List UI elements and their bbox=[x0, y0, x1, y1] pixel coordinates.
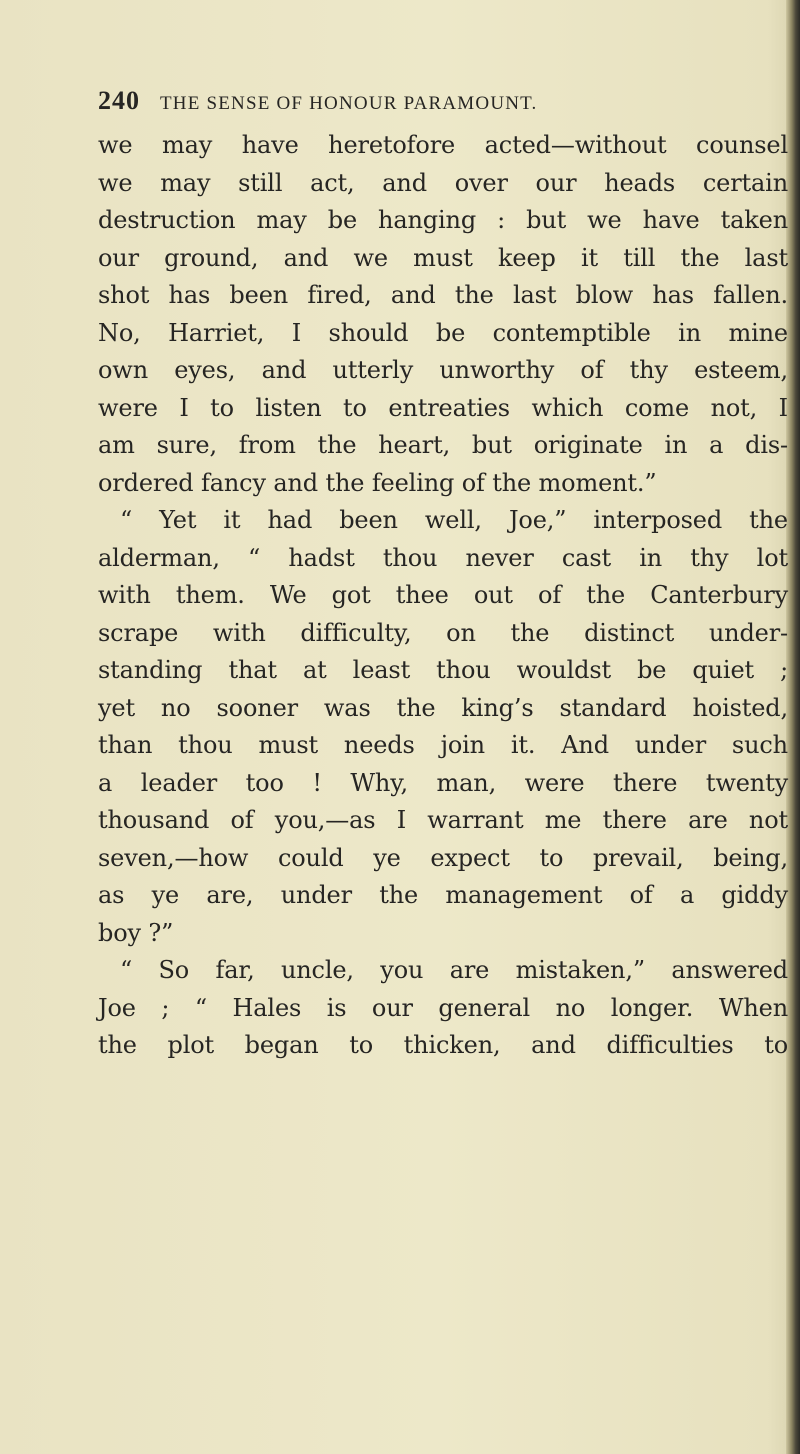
page-number: 240 bbox=[98, 86, 140, 115]
text-line: standing that at least thou wouldst be quiet ; bbox=[98, 656, 788, 684]
text-line: boy ?” bbox=[98, 918, 174, 947]
text-line: thousand of you,—as I warrant me there are not bbox=[98, 806, 788, 834]
text-line: yet no sooner was the king’s standard hoisted, bbox=[98, 693, 788, 722]
text-line: destruction may be hanging : but we have taken bbox=[98, 206, 788, 234]
text-line: am sure, from the heart, but originate in a dis- bbox=[98, 431, 788, 459]
text-line: seven,—how could ye expect to prevail, being, bbox=[98, 843, 788, 872]
text-line: as ye are, under the management of a giddy bbox=[98, 881, 788, 909]
text-line: our ground, and we must keep it till the last bbox=[98, 243, 788, 272]
text-line: “ So far, uncle, you are mistaken,” answered bbox=[120, 956, 788, 984]
text-line: No, Harriet, I should be contemptible in mine bbox=[98, 318, 788, 347]
text-line: we may still act, and over our heads certain bbox=[98, 168, 788, 197]
text-line: alderman, “ hadst thou never cast in thy lot bbox=[98, 543, 788, 572]
text-line: with them. We got thee out of the Canterbury bbox=[98, 581, 788, 609]
text-line: scrape with difficulty, on the distinct under- bbox=[98, 618, 788, 647]
text-line: own eyes, and utterly unworthy of thy esteem, bbox=[98, 356, 788, 384]
text-line: Joe ; “ Hales is our general no longer. When bbox=[98, 993, 788, 1022]
text-line: than thou must needs join it. And under such bbox=[98, 731, 788, 759]
running-title: THE SENSE OF HONOUR PARAMOUNT. bbox=[160, 93, 538, 114]
text-line: we may have heretofore acted—without counsel bbox=[98, 131, 788, 159]
text-line: the plot began to thicken, and difficulties to bbox=[98, 1031, 788, 1059]
running-header bbox=[98, 86, 538, 116]
text-line: “ Yet it had been well, Joe,” interposed the bbox=[120, 506, 788, 534]
body-text bbox=[98, 127, 788, 1065]
text-line: were I to listen to entreaties which come not, I bbox=[98, 393, 788, 422]
text-line: shot has been fired, and the last blow has fallen. bbox=[98, 281, 788, 309]
page-binding-edge bbox=[786, 0, 800, 1454]
text-line: a leader too ! Why, man, were there twenty bbox=[98, 768, 788, 797]
text-line: ordered fancy and the feeling of the moment.” bbox=[98, 468, 657, 497]
